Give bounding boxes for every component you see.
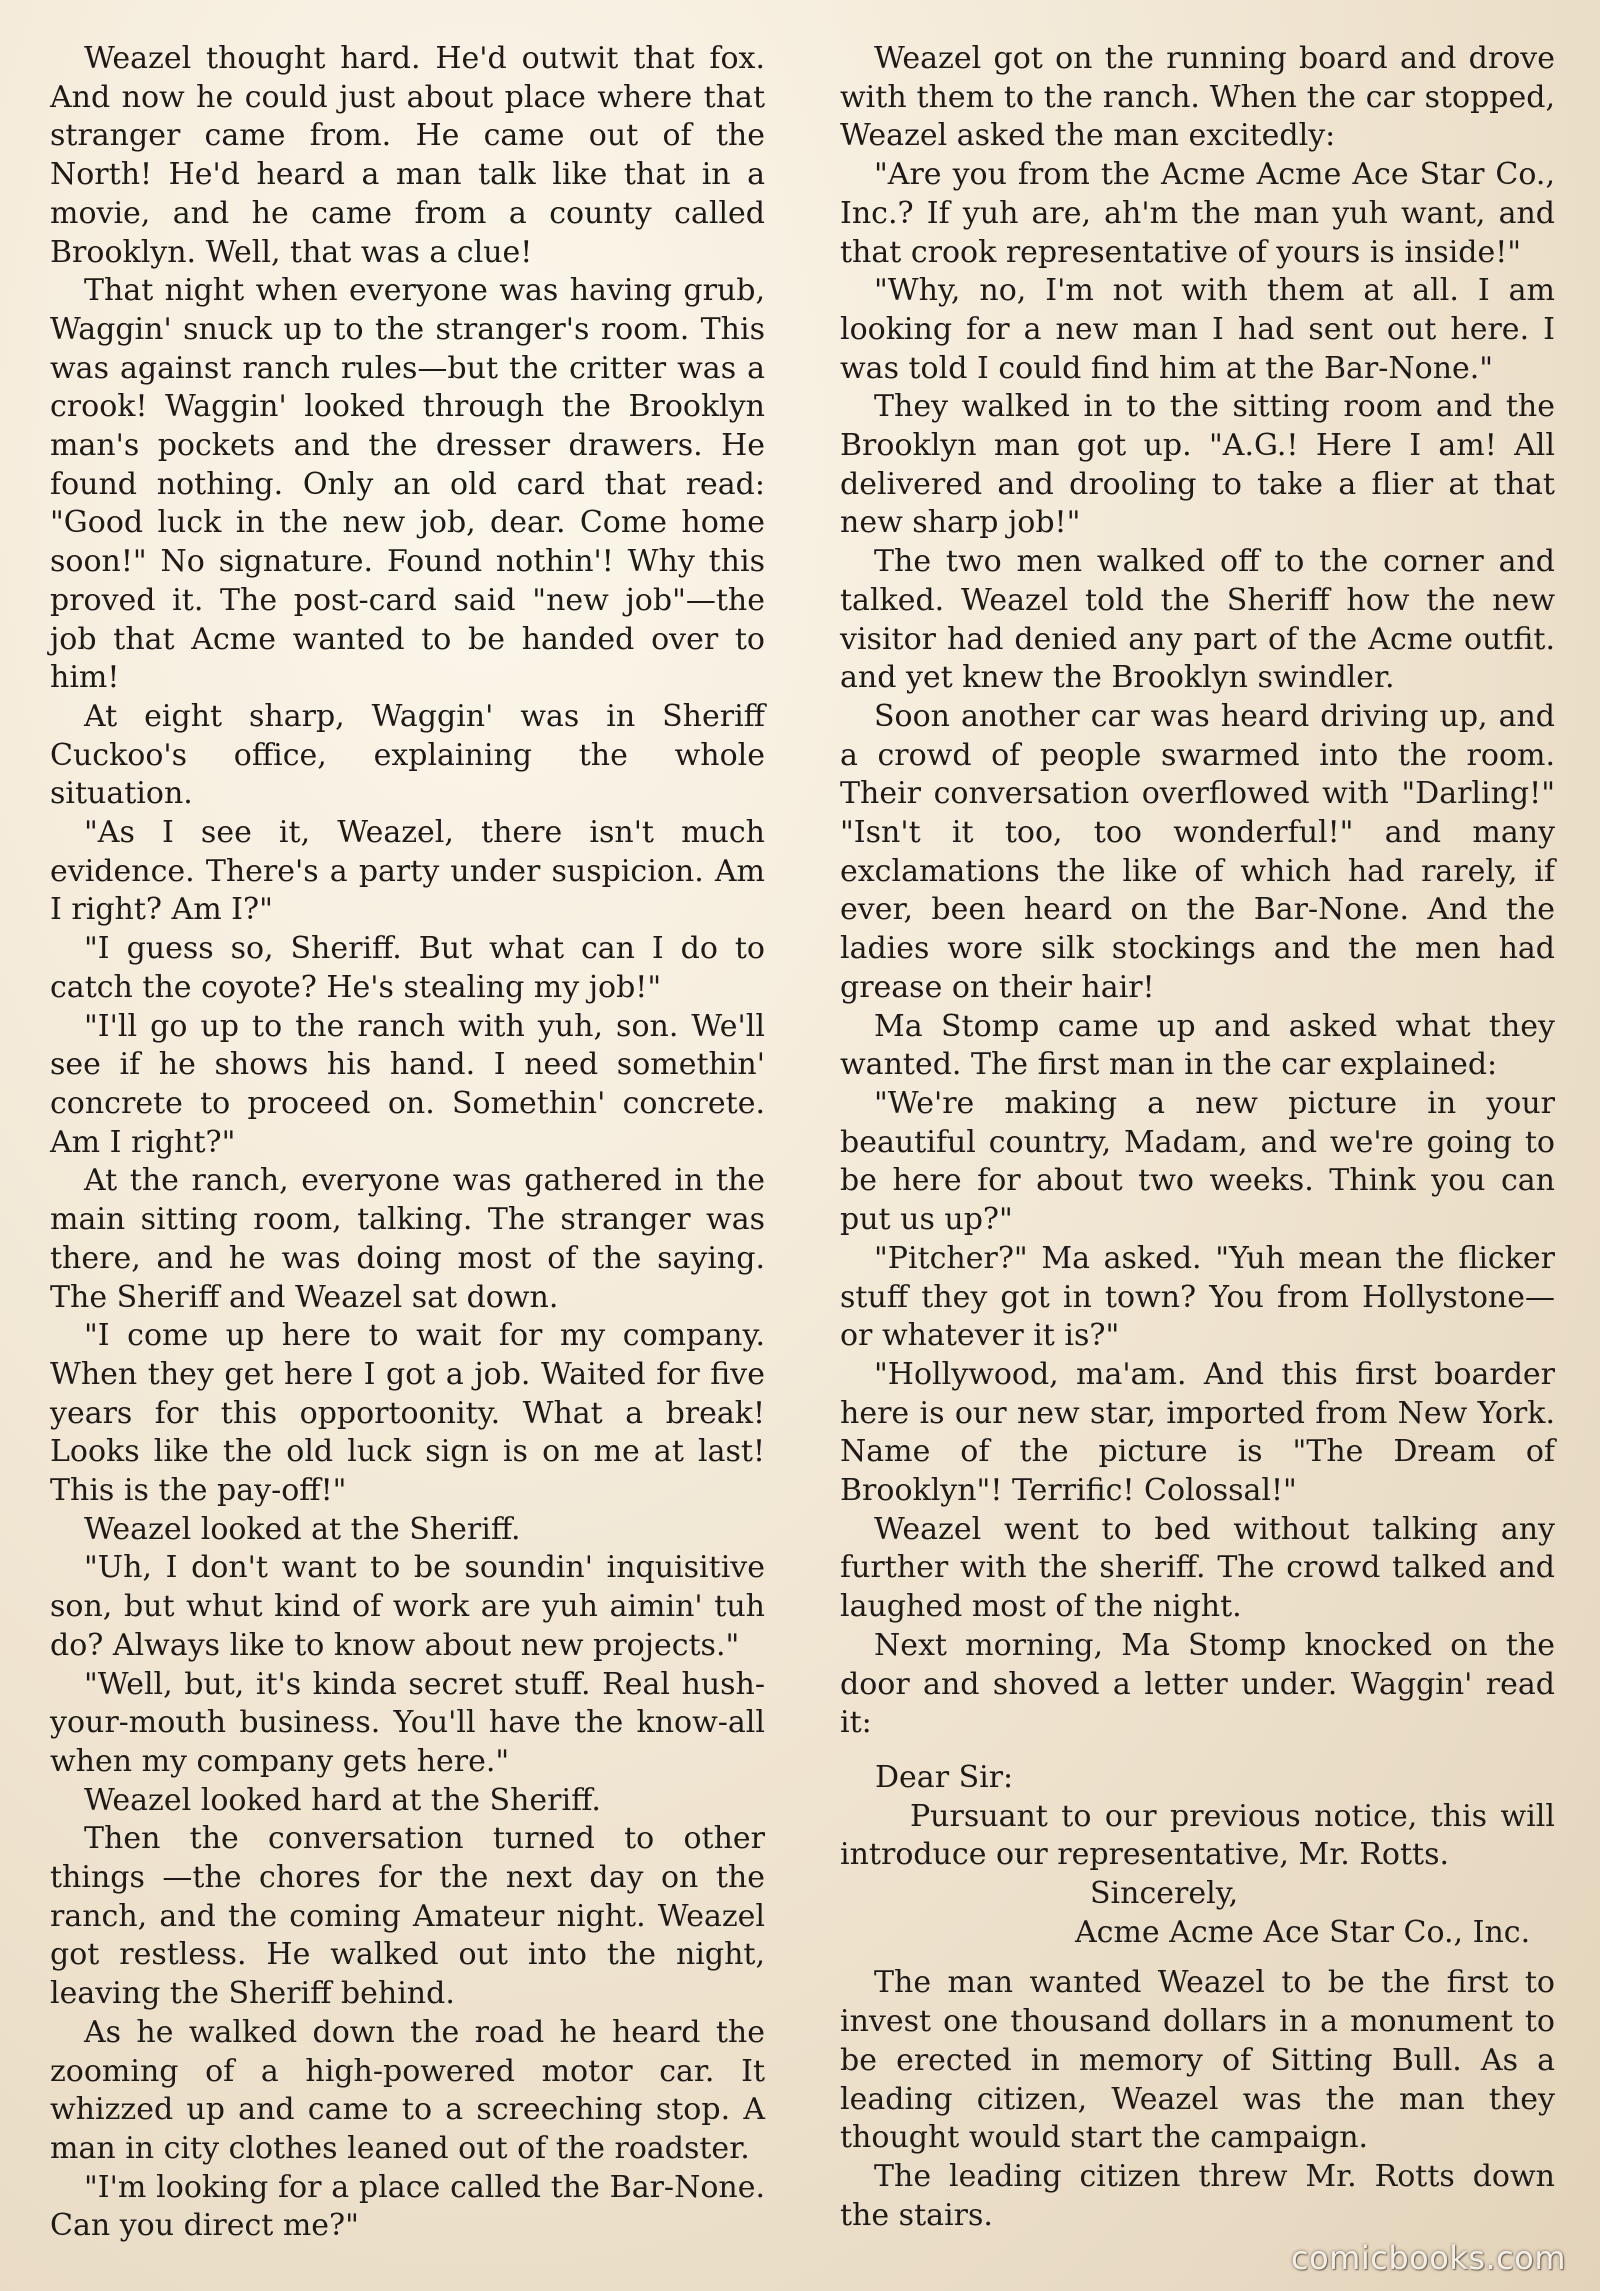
paragraph: "Well, but, it's kinda secret stuff. Real hush-your-mouth business. You'll have the know-all when my company gets here."	[50, 1666, 765, 1779]
paragraph: Then the conversation turned to other things —the chores for the next day on the ranch, and the coming Amateur night. Weazel got restless. He walked out into the night, leaving the Sheriff behind.	[50, 1821, 765, 2012]
paragraph: That night when everyone was having grub, Waggin' snuck up to the stranger's room. This was against ranch rules—but the critter was a crook! Waggin' looked through the Brooklyn man's pockets and the dresser drawers. He found nothing. Only an old card that read: "Good luck in the new job, dear. Come home soon!" No signature. Found nothin'! Why this proved it. The post-card said "new job"—the job that Acme wanted to be handed over to him!	[50, 273, 765, 696]
paragraph: At the ranch, everyone was gathered in the main sitting room, talking. The stranger was there, and he was doing most of the saying. The Sheriff and Weazel sat down.	[50, 1163, 765, 1315]
paragraph: "Why, no, I'm not with them at all. I am looking for a new man I had sent out here. I was told I could find him at the Bar-None."	[840, 273, 1555, 386]
paragraph: They walked in to the sitting room and the Brooklyn man got up. "A.G.! Here I am! All delivered and drooling to take a flier at that new sharp job!"	[840, 389, 1555, 541]
paragraph: "I come up here to wait for my company. When they get here I got a job. Waited for five years for this opportoonity. What a break! Looks like the old luck sign is on me at last! This is the pay-off!"	[50, 1318, 765, 1509]
letter-body: Pursuant to our previous notice, this will introduce our representative, Mr. Rotts.	[840, 1798, 1555, 1873]
paragraph: Weazel looked hard at the Sheriff.	[84, 1782, 601, 1818]
paragraph: Soon another car was heard driving up, and a crowd of people swarmed into the room. Their conversation overflowed with "Darling!" "Isn't it too, too wonderful!" and many exclamations the like of which had rarely, if ever, been heard on the Bar-None. And the ladies wore silk stockings and the men had grease on their hair!	[840, 698, 1555, 1005]
paragraph: At eight sharp, Waggin' was in Sheriff Cuckoo's office, explaining the whole situation.	[50, 698, 765, 812]
paragraph: Weazel thought hard. He'd outwit that fox. And now he could just about place where that stranger came from. He came out of the North! He'd heard a man talk like that in a movie, and he came from a county called Brooklyn. Well, that was a clue!	[50, 41, 765, 270]
paragraph: Weazel went to bed without talking any further with the sheriff. The crowd talked and laughed most of the night.	[840, 1511, 1555, 1625]
paragraph: "I'll go up to the ranch with yuh, son. We'll see if he shows his hand. I need somethin' concrete to proceed on. Somethin' concrete. Am I right?"	[50, 1008, 765, 1160]
paragraph: "As I see it, Weazel, there isn't much evidence. There's a party under suspicion. Am I right? Am I?"	[50, 815, 765, 928]
letter-closing: Sincerely,	[1090, 1876, 1239, 1912]
letter-signature: Acme Acme Ace Star Co., Inc.	[1075, 1914, 1531, 1950]
paragraph: Weazel looked at the Sheriff.	[84, 1511, 521, 1547]
letter	[840, 1759, 1555, 1953]
paragraph: As he walked down the road he heard the zooming of a high-powered motor car. It whizzed up and came to a screeching stop. A man in city clothes leaned out of the roadster.	[50, 2014, 765, 2166]
paragraph: "We're making a new picture in your beautiful country, Madam, and we're going to be here for about two weeks. Think you can put us up?"	[840, 1085, 1555, 1238]
paragraph: "I guess so, Sheriff. But what can I do to catch the coyote? He's stealing my job!"	[50, 931, 765, 1005]
paragraph: Ma Stomp came up and asked what they wanted. The first man in the car explained:	[840, 1008, 1555, 1083]
paragraph: Weazel got on the running board and drove with them to the ranch. When the car stopped, Weazel asked the man excitedly:	[840, 41, 1555, 154]
right-column	[840, 40, 1555, 2235]
watermark: comicbooks.com	[1290, 2239, 1566, 2277]
letter-salutation: Dear Sir:	[875, 1759, 1014, 1795]
paragraph: "Hollywood, ma'am. And this first boarder here is our new star, imported from New York. Name of the picture is "The Dream of Brooklyn"! Terrific! Colossal!"	[840, 1356, 1555, 1509]
paragraph: The man wanted Weazel to be the first to invest one thousand dollars in a monument to be erected in memory of Sitting Bull. As a leading citizen, Weazel was the man they thought would start the campaign.	[840, 1965, 1555, 2156]
paragraph: Next morning, Ma Stomp knocked on the door and shoved a letter under. Waggin' read it:	[840, 1627, 1555, 1741]
paragraph: "Are you from the Acme Acme Ace Star Co., Inc.? If yuh are, ah'm the man yuh want, and that crook representative of yours is inside!"	[840, 157, 1555, 270]
paragraph: "Uh, I don't want to be soundin' inquisitive son, but whut kind of work are yuh aimin' tuh do? Always like to know about new projects."	[50, 1550, 765, 1663]
paragraph: "I'm looking for a place called the Bar-None. Can you direct me?"	[50, 2169, 765, 2244]
paragraph: "Pitcher?" Ma asked. "Yuh mean the flicker stuff they got in town? You from Hollystone—or whatever it is?"	[840, 1240, 1555, 1354]
paragraph: The two men walked off to the corner and talked. Weazel told the Sheriff how the new visitor had denied any part of the Acme outfit. and yet knew the Brooklyn swindler.	[840, 544, 1555, 696]
paragraph: The leading citizen threw Mr. Rotts down the stairs.	[840, 2158, 1555, 2233]
left-column	[50, 40, 765, 2246]
